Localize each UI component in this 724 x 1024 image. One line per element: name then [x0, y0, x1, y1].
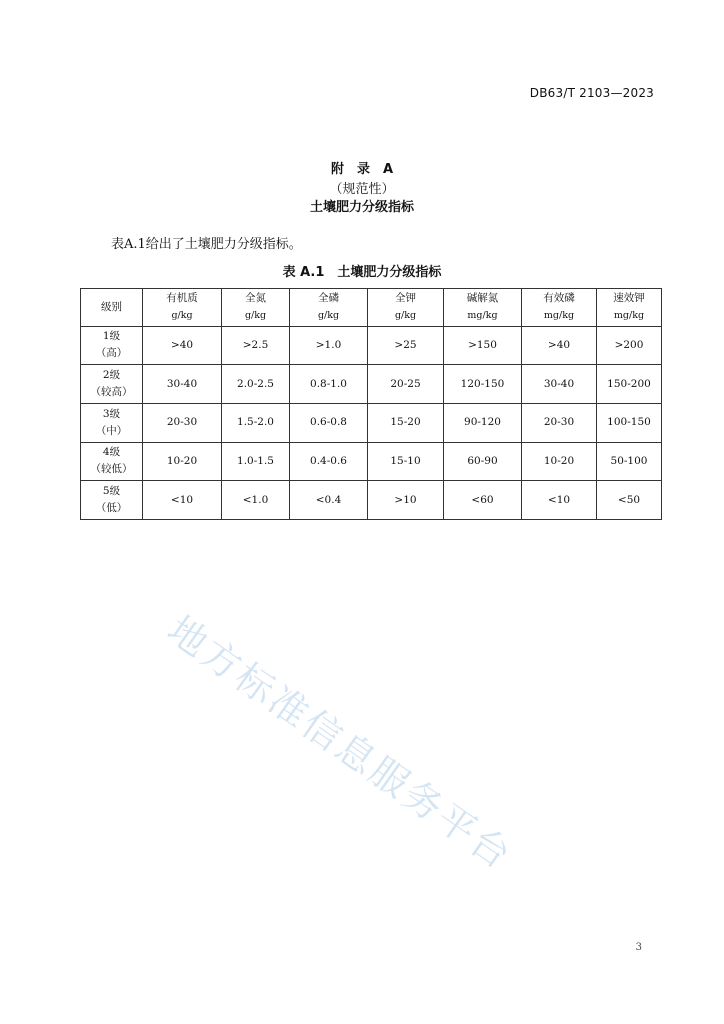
value-cell: 20-30	[143, 403, 222, 442]
grade-label: 4级	[102, 446, 121, 459]
intro-paragraph: 表A.1给出了土壤肥力分级指标。	[111, 237, 302, 252]
column-name: 速效钾	[613, 292, 645, 305]
header-grade: 级别	[81, 289, 143, 327]
column-name: 全钾	[395, 292, 416, 305]
column-unit: g/kg	[171, 310, 193, 322]
value-cell: 15-20	[368, 403, 444, 442]
value-cell: 120-150	[444, 365, 522, 404]
column-unit: g/kg	[317, 310, 340, 322]
header-column	[597, 289, 662, 327]
value-cell: 20-30	[522, 403, 597, 442]
value-cell: 1.5-2.0	[222, 403, 290, 442]
value-cell: >200	[597, 326, 662, 365]
column-name: 有效磷	[543, 292, 575, 305]
value-cell: <1.0	[222, 481, 290, 520]
value-cell: >2.5	[222, 326, 290, 365]
grade-level: （高）	[95, 347, 128, 360]
column-name: 全氮	[245, 292, 266, 305]
grade-level: （低）	[95, 502, 128, 515]
watermark: 地方标准信息服务平台	[159, 607, 521, 879]
table-caption: 表 A.1 土壤肥力分级指标	[282, 265, 442, 280]
appendix-subject: 土壤肥力分级指标	[309, 200, 414, 215]
header-column	[143, 289, 222, 327]
table-row	[81, 326, 662, 365]
value-cell: <60	[444, 481, 522, 520]
column-name: 全磷	[318, 292, 339, 305]
grade-level: （较低）	[90, 463, 133, 476]
grade-cell	[81, 442, 143, 481]
value-cell: 150-200	[597, 365, 662, 404]
grade-label: 2级	[102, 369, 121, 382]
column-unit: g/kg	[394, 310, 417, 322]
table-row	[81, 403, 662, 442]
document-code: DB63/T 2103—2023	[529, 86, 654, 100]
grade-cell	[81, 326, 143, 365]
value-cell: <10	[522, 481, 597, 520]
table-header-row	[81, 289, 662, 327]
value-cell: <0.4	[290, 481, 368, 520]
value-cell: >1.0	[290, 326, 368, 365]
value-cell: 2.0-2.5	[222, 365, 290, 404]
header-column	[368, 289, 444, 327]
value-cell: 0.4-0.6	[290, 442, 368, 481]
value-cell: 90-120	[444, 403, 522, 442]
grade-label: 3级	[102, 407, 121, 420]
grade-cell	[81, 403, 143, 442]
header-column	[522, 289, 597, 327]
appendix-type: （规范性）	[329, 182, 395, 197]
value-cell: 60-90	[444, 442, 522, 481]
value-cell: >40	[143, 326, 222, 365]
grade-level: （中）	[95, 424, 128, 437]
value-cell: 0.6-0.8	[290, 403, 368, 442]
grade-cell	[81, 481, 143, 520]
value-cell: 10-20	[522, 442, 597, 481]
value-cell: 50-100	[597, 442, 662, 481]
value-cell: 1.0-1.5	[222, 442, 290, 481]
header-column	[290, 289, 368, 327]
value-cell: 100-150	[597, 403, 662, 442]
grade-label: 5级	[102, 485, 121, 498]
value-cell: 30-40	[143, 365, 222, 404]
table-row	[81, 481, 662, 520]
header-column	[444, 289, 522, 327]
grade-label: 1级	[102, 330, 121, 343]
value-cell: 20-25	[368, 365, 444, 404]
table-row	[81, 442, 662, 481]
value-cell: >40	[522, 326, 597, 365]
column-name: 有机质	[166, 292, 198, 305]
column-unit: mg/kg	[543, 310, 575, 322]
fertility-grade-table	[80, 288, 662, 520]
value-cell: >10	[368, 481, 444, 520]
column-unit: g/kg	[244, 310, 267, 322]
value-cell: <10	[143, 481, 222, 520]
value-cell: 10-20	[143, 442, 222, 481]
column-unit: mg/kg	[467, 310, 498, 322]
table-row	[81, 365, 662, 404]
value-cell: 30-40	[522, 365, 597, 404]
grade-level: （较高）	[90, 386, 133, 399]
page-number: 3	[635, 942, 642, 953]
value-cell: >25	[368, 326, 444, 365]
grade-cell	[81, 365, 143, 404]
column-name: 碱解氮	[466, 292, 499, 305]
value-cell: 0.8-1.0	[290, 365, 368, 404]
value-cell: >150	[444, 326, 522, 365]
appendix-title: 附 录 A	[330, 162, 394, 177]
value-cell: <50	[597, 481, 662, 520]
column-unit: mg/kg	[613, 310, 645, 322]
header-column	[222, 289, 290, 327]
value-cell: 15-10	[368, 442, 444, 481]
